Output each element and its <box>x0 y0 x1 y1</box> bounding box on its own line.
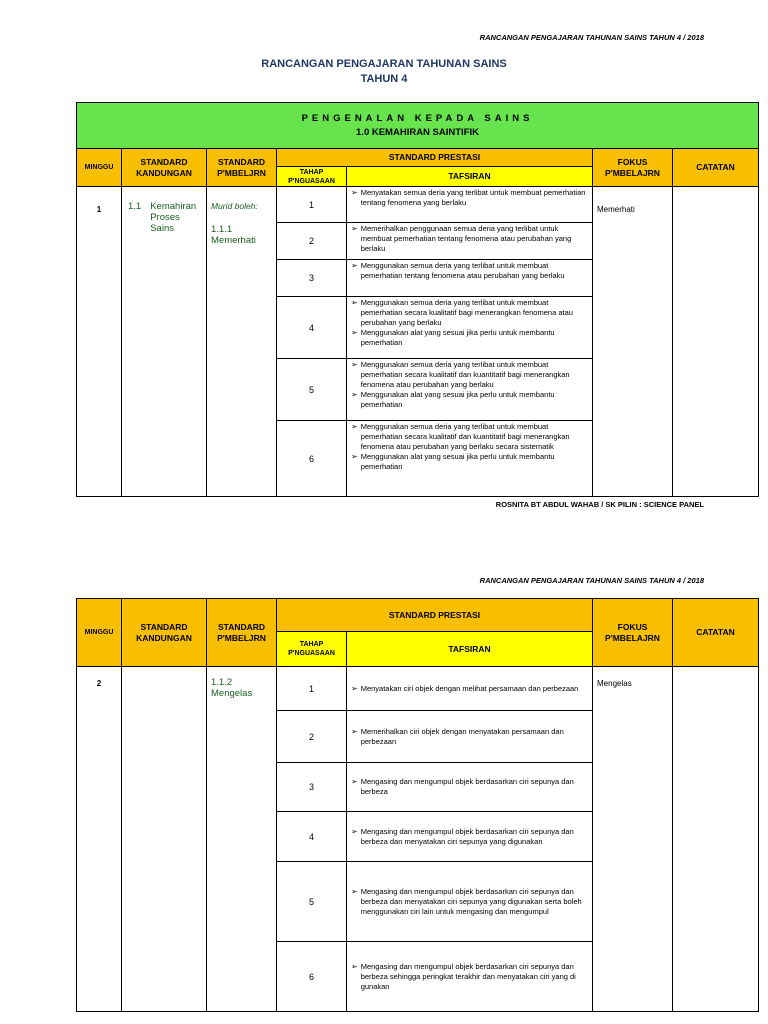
tafsiran-cell <box>347 763 593 812</box>
col-standard-kandungan <box>122 599 207 667</box>
week-number: 1 <box>77 187 122 497</box>
tahap-level: 6 <box>277 942 347 1012</box>
tafsiran-text: Menggunakan semua deria yang terlibat untuk membuat pemerhatian secara kualitatif dan kuantitatif bagi menerangkan fenomena atau perubahan yang berlaku secara sistematik <box>360 422 570 451</box>
tahap-level: 1 <box>277 187 347 223</box>
standard-pembelajaran-cell <box>207 187 277 497</box>
tafsiran-text: Memerihalkan penggunaan semua deria yang terlibat untuk membuat pemerhatian tentang fenomena atau perubahan yang berlaku <box>360 224 572 253</box>
sp-text: Memerhati <box>211 235 256 246</box>
tafsiran-text: Menggunakan semua deria yang terlibat untuk membuat pemerhatian secara kualitatif bagi menerangkan fenomena atau perubahan yang berlaku <box>360 298 573 327</box>
arrow-bullet-icon: ➢ <box>351 298 358 307</box>
running-header: RANCANGAN PENGAJARAN TAHUNAN SAINS TAHUN 4 / 2018 <box>479 576 704 585</box>
tafsiran-text: Menyatakan ciri objek dengan melihat persamaan dan perbezaan <box>360 683 579 693</box>
col-label: P'MBELAJRN <box>605 632 660 643</box>
sp-number: 1.1.2 <box>211 677 233 688</box>
tafsiran-cell <box>347 812 593 862</box>
sk-text: Proses <box>150 212 180 223</box>
tafsiran-text: Memerihalkan ciri objek dengan menyatakan persamaan dan perbezaan <box>360 726 564 746</box>
sk-number: 1.1 <box>128 201 142 212</box>
col-label: STANDARD <box>217 621 266 632</box>
arrow-bullet-icon: ➢ <box>351 886 358 896</box>
intro-section: 1.0 KEMAHIRAN SAINTIFIK <box>356 127 479 138</box>
standard-pembelajaran-cell <box>207 667 277 1012</box>
col-label: P'MBELJRN <box>217 632 266 643</box>
tafsiran-cell <box>347 187 593 223</box>
col-catatan: CATATAN <box>673 599 759 667</box>
tafsiran-cell <box>347 421 593 497</box>
tafsiran-cell <box>347 297 593 359</box>
arrow-bullet-icon: ➢ <box>351 826 358 836</box>
col-label: STANDARD <box>140 156 188 167</box>
tahap-level: 3 <box>277 260 347 297</box>
tafsiran-text: Mengasing dan mengumpul objek berdasarkan ciri sepunya dan berbeza dan menyatakan ciri sepunya yang digunakan serta boleh menggunakan ciri lain untuk mengasing dan mengumpul <box>360 886 582 916</box>
sp-intro: Murid boleh: <box>211 201 258 211</box>
col-standard-pembelajaran <box>207 599 277 667</box>
tahap-level: 5 <box>277 359 347 421</box>
standard-kandungan-cell <box>122 187 207 497</box>
arrow-bullet-icon: ➢ <box>351 328 358 337</box>
document-title: RANCANGAN PENGAJARAN TAHUNAN SAINS <box>261 58 507 70</box>
col-label: STANDARD <box>217 156 266 167</box>
running-header: RANCANGAN PENGAJARAN TAHUNAN SAINS TAHUN 4 / 2018 <box>479 33 704 42</box>
arrow-bullet-icon: ➢ <box>351 261 358 270</box>
col-label: P'NGUASAAN <box>288 177 335 185</box>
tafsiran-text: Menggunakan alat yang sesuai jika perlu untuk membantu pemerhatian <box>360 328 555 347</box>
intro-title: PENGENALAN KEPADA SAINS <box>301 113 534 124</box>
col-label: P'NGUASAAN <box>288 650 335 657</box>
col-standard-pembelajaran <box>207 149 277 187</box>
week-number: 2 <box>77 667 122 1012</box>
page-footer: ROSNITA BT ABDUL WAHAB / SK PILIN : SCIENCE PANEL <box>495 500 704 509</box>
arrow-bullet-icon: ➢ <box>351 777 358 786</box>
tafsiran-cell <box>347 942 593 1012</box>
arrow-bullet-icon: ➢ <box>351 390 358 399</box>
sk-text: Kemahiran <box>150 201 197 212</box>
col-standard-prestasi: STANDARD PRESTASI <box>277 599 593 632</box>
col-label: TAHAP <box>299 641 324 648</box>
tafsiran-text: Menggunakan alat yang sesuai jika perlu untuk membantu pemerhatian <box>360 390 555 409</box>
arrow-bullet-icon: ➢ <box>351 683 358 693</box>
col-standard-prestasi: STANDARD PRESTASI <box>277 149 593 167</box>
tahap-level: 2 <box>277 711 347 763</box>
col-label: STANDARD <box>140 621 188 632</box>
arrow-bullet-icon: ➢ <box>351 360 358 369</box>
col-label: FOKUS <box>617 621 648 632</box>
tafsiran-cell <box>347 359 593 421</box>
col-label: KANDUNGAN <box>136 167 192 178</box>
arrow-bullet-icon: ➢ <box>351 452 358 461</box>
tafsiran-text: Menggunakan semua deria yang terlibat untuk membuat pemerhatian tentang fenomena atau perubahan yang berlaku <box>360 261 565 280</box>
tafsiran-cell <box>347 260 593 297</box>
tahap-level: 4 <box>277 297 347 359</box>
tafsiran-cell <box>347 223 593 260</box>
intro-banner <box>77 103 759 149</box>
col-standard-kandungan <box>122 149 207 187</box>
col-label: P'MBELAJRN <box>605 167 660 178</box>
tafsiran-text: Menyatakan semua deria yang terlibat untuk membuat pemerhatian tentang fenomena yang berlaku <box>360 188 586 207</box>
sp-text: Mengelas <box>211 688 253 699</box>
fokus-cell: Memerhati <box>593 187 673 497</box>
catatan-cell <box>673 187 759 497</box>
col-tahap <box>277 167 347 187</box>
col-catatan: CATATAN <box>673 149 759 187</box>
tahap-level: 2 <box>277 223 347 260</box>
col-label: TAHAP <box>299 168 324 176</box>
rpt-table-week-1 <box>76 102 759 497</box>
col-label: FOKUS <box>617 156 648 167</box>
col-fokus <box>593 149 673 187</box>
tafsiran-cell <box>347 862 593 942</box>
tafsiran-text: Mengasing dan mengumpul objek berdasarkan ciri sepunya dan berbeza dan menyatakan ciri sepunya yang digunakan <box>360 826 574 846</box>
standard-kandungan-cell <box>122 667 207 1012</box>
arrow-bullet-icon: ➢ <box>351 961 358 971</box>
sp-number: 1.1.1 <box>211 224 233 235</box>
col-minggu: MINGGU <box>77 599 122 667</box>
col-tahap <box>277 632 347 667</box>
sk-text: Sains <box>150 223 174 234</box>
tahap-level: 1 <box>277 667 347 711</box>
tahap-level: 6 <box>277 421 347 497</box>
tahap-level: 4 <box>277 812 347 862</box>
document-subtitle: TAHUN 4 <box>360 73 408 85</box>
tahap-level: 5 <box>277 862 347 942</box>
fokus-cell: Mengelas <box>593 667 673 1012</box>
catatan-cell <box>673 667 759 1012</box>
tafsiran-text: Mengasing dan mengumpul objek berdasarkan ciri sepunya dan berbeza sehingga peringkat terakhir dan menyatakan ciri yang di gunakan <box>360 961 576 991</box>
rpt-table-week-2 <box>76 598 759 1012</box>
tafsiran-text: Menggunakan alat yang sesuai jika perlu untuk membantu pemerhatian <box>360 452 555 471</box>
tafsiran-cell <box>347 711 593 763</box>
col-fokus <box>593 599 673 667</box>
col-label: P'MBELJRN <box>217 167 266 178</box>
col-minggu: MINGGU <box>77 149 122 187</box>
arrow-bullet-icon: ➢ <box>351 224 358 233</box>
tafsiran-text: Mengasing dan mengumpul objek berdasarkan ciri sepunya dan berbeza <box>360 777 574 796</box>
col-label: KANDUNGAN <box>136 632 192 643</box>
col-tafsiran: TAFSIRAN <box>347 167 593 187</box>
arrow-bullet-icon: ➢ <box>351 726 358 736</box>
arrow-bullet-icon: ➢ <box>351 422 358 431</box>
tahap-level: 3 <box>277 763 347 812</box>
col-tafsiran: TAFSIRAN <box>347 632 593 667</box>
arrow-bullet-icon: ➢ <box>351 188 358 197</box>
tafsiran-text: Menggunakan semua deria yang terlibat untuk membuat pemerhatian secara kualitatif dan kuantitatif bagi menerangkan fenomena atau perubahan yang berlaku <box>360 360 570 389</box>
tafsiran-cell <box>347 667 593 711</box>
